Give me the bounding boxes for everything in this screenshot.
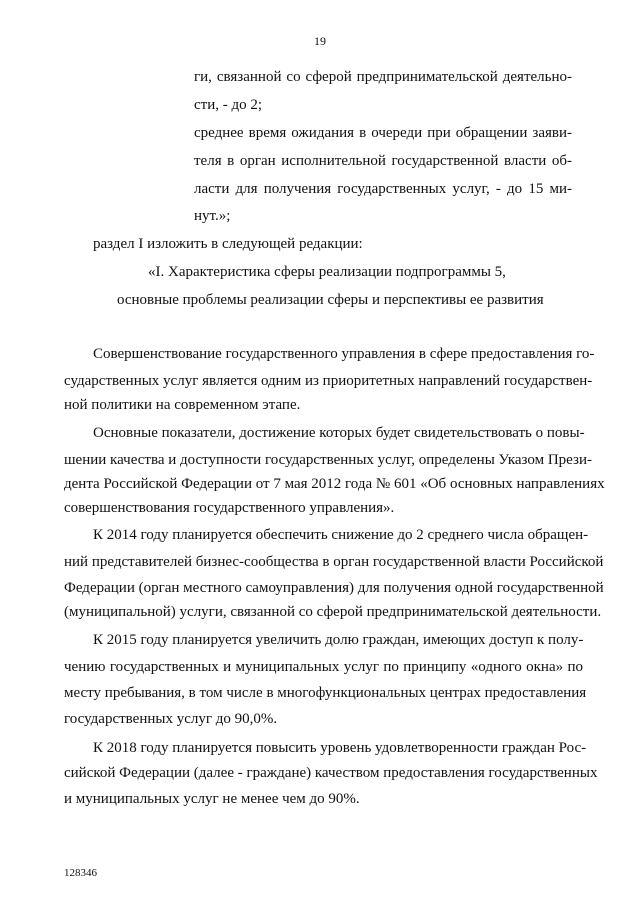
continuation-line: ласти для получения государственных услуг, - до 15 ми- [194,181,572,197]
paragraph-line: (муниципальной) услуги, связанной со сферой предпринимательской деятельности. [64,604,602,620]
section-title-line: «I. Характеристика сферы реализации подпрограммы 5, [148,264,506,280]
paragraph-line: К 2018 году планируется повысить уровень удовлетворенности граждан Рос- [93,740,587,756]
paragraph-line: дента Российской Федерации от 7 мая 2012 года № 601 «Об основных направлениях [64,476,605,492]
paragraph-line: государственных услуг до 90,0%. [64,711,278,727]
paragraph-line: Основные показатели, достижение которых будет свидетельствовать о повы- [93,425,585,441]
paragraph-line: сийской Федерации (далее - граждане) качеством предоставления государственных [64,765,598,781]
paragraph-line: Федерации (орган местного самоуправления) для получения одной государственной [64,580,604,596]
paragraph-line: ной политики на современном этапе. [64,397,301,413]
paragraph-line: чению государственных и муниципальных услуг по принципу «одного окна» по [64,659,583,675]
paragraph-line: сударственных услуг является одним из приоритетных направлений государствен- [64,373,593,389]
continuation-line: нут.»; [194,208,231,224]
document-code: 128346 [64,867,97,879]
section-title-line: основные проблемы реализации сферы и перспективы ее развития [117,292,544,308]
paragraph-line: месту пребывания, в том числе в многофункциональных центрах предоставления [64,685,587,701]
paragraph-line: Совершенствование государственного управления в сфере предоставления го- [93,346,595,362]
continuation-line: среднее время ожидания в очереди при обращении заяви- [194,125,572,141]
continuation-line: теля в орган исполнительной государственной власти об- [194,153,572,169]
paragraph-line: совершенствования государственного управления». [64,500,395,516]
section-instruction: раздел I изложить в следующей редакции: [93,236,363,252]
paragraph-line: К 2014 году планируется обеспечить снижение до 2 среднего числа обращен- [93,527,589,543]
paragraph-line: ний представителей бизнес-сообщества в орган государственной власти Российской [64,554,604,570]
continuation-line: сти, - до 2; [194,97,263,113]
paragraph-line: шении качества и доступности государственных услуг, определены Указом Прези- [64,452,592,468]
paragraph-line: К 2015 году планируется увеличить долю граждан, имеющих доступ к полу- [93,632,584,648]
page-number: 19 [314,34,326,48]
paragraph-line: и муниципальных услуг не менее чем до 90%. [64,791,360,807]
continuation-line: ги, связанной со сферой предпринимательской деятельно- [194,69,572,85]
